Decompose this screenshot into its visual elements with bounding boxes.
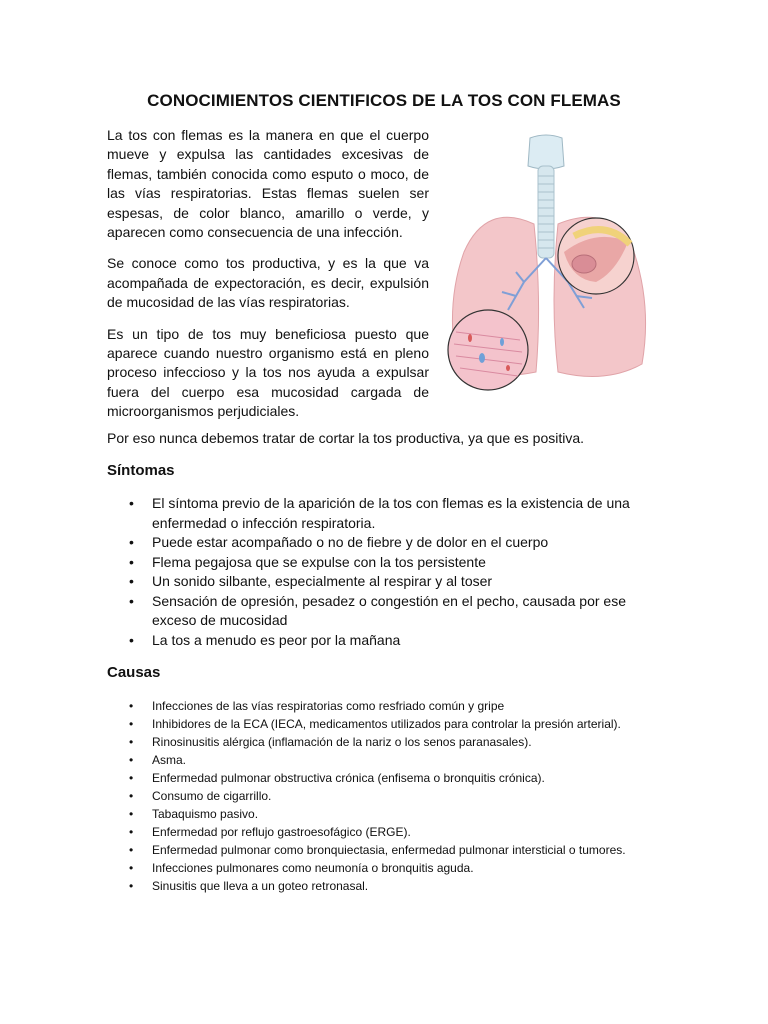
trachea-shape bbox=[538, 166, 554, 258]
list-item: • Enfermedad por reflujo gastroesofágico (ERGE). bbox=[107, 823, 687, 841]
intro-paragraph: Se conoce como tos productiva, y es la que va acompañada de expectoración, es decir, expulsión de mucosidad de las vías respiratorias. bbox=[107, 255, 429, 311]
larynx-shape bbox=[528, 135, 564, 169]
list-item: • Inhibidores de la ECA (IECA, medicamentos utilizados para controlar la presión arterial). bbox=[107, 715, 687, 733]
closing-paragraph: Por eso nunca debemos tratar de cortar la tos productiva, ya que es positiva. bbox=[107, 430, 585, 446]
list-item: • Infecciones de las vías respiratorias como resfriado común y gripe bbox=[107, 697, 687, 715]
symptoms-list bbox=[107, 494, 667, 650]
cilia-inset-circle bbox=[448, 310, 528, 390]
list-item: • Enfermedad pulmonar obstructiva crónica (enfisema o bronquitis crónica). bbox=[107, 769, 687, 787]
list-item: • Consumo de cigarrillo. bbox=[107, 787, 687, 805]
list-item: • Un sonido silbante, especialmente al respirar y al toser bbox=[107, 572, 667, 592]
intro-section bbox=[107, 126, 429, 434]
list-item: • Sinusitis que lleva a un goteo retronasal. bbox=[107, 877, 687, 895]
list-item: • Puede estar acompañado o no de fiebre y de dolor en el cuerpo bbox=[107, 533, 667, 553]
list-item: • Tabaquismo pasivo. bbox=[107, 805, 687, 823]
list-item: • Sensación de opresión, pesadez o congestión en el pecho, causada por ese exceso de mucosidad bbox=[107, 592, 667, 631]
symptoms-heading: Síntomas bbox=[107, 462, 175, 479]
page-title: CONOCIMIENTOS CIENTIFICOS DE LA TOS CON FLEMAS bbox=[147, 91, 621, 110]
list-item: • Enfermedad pulmonar como bronquiectasia, enfermedad pulmonar intersticial o tumores. bbox=[107, 841, 687, 859]
causes-list bbox=[107, 697, 687, 895]
intro-paragraph: Es un tipo de tos muy beneficiosa puesto que aparece cuando nuestro organismo está en pleno proceso infeccioso y la tos nos ayuda a expulsar fuera del cuerpo esa mucosidad cargada de microorganismos perjudiciales. bbox=[107, 325, 429, 420]
list-item: • Infecciones pulmonares como neumonía o bronquitis aguda. bbox=[107, 859, 687, 877]
list-item: • Rinosinusitis alérgica (inflamación de la nariz o los senos paranasales). bbox=[107, 733, 687, 751]
intro-paragraph: La tos con flemas es la manera en que el cuerpo mueve y expulsa las cantidades excesivas de flemas, también conocida como esputo o moco, de las vías respiratorias. Estas flemas suelen ser espesas, de color blanco, amarillo o verde, y aparecen como consecuencia de una infección. bbox=[107, 127, 429, 241]
list-item: • Asma. bbox=[107, 751, 687, 769]
list-item: • El síntoma previo de la aparición de la tos con flemas es la existencia de una enfermedad o infección respiratoria. bbox=[107, 494, 667, 533]
lungs-illustration bbox=[446, 132, 656, 398]
causes-heading: Causas bbox=[107, 664, 161, 681]
list-item: • La tos a menudo es peor por la mañana bbox=[107, 631, 667, 651]
list-item: • Flema pegajosa que se expulse con la tos persistente bbox=[107, 553, 667, 573]
